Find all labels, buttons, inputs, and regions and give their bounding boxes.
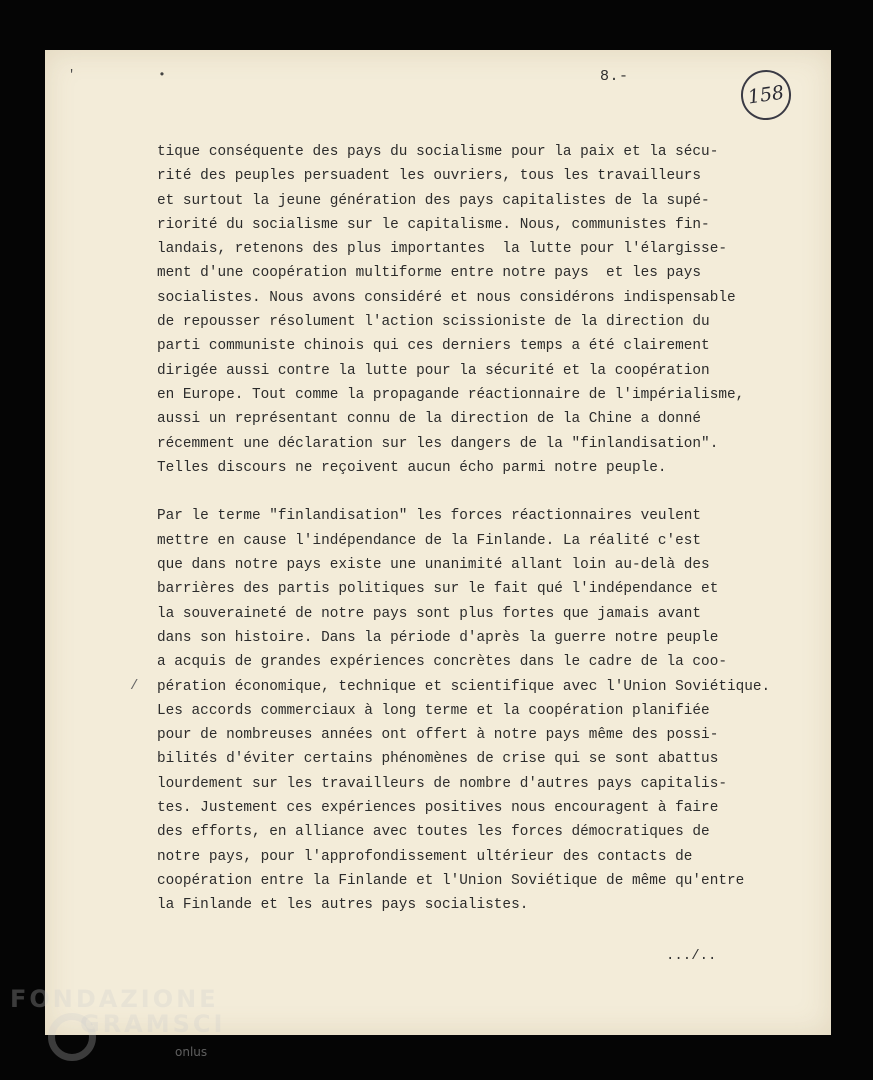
text-line: a acquis de grandes expériences concrètes dans le cadre de la coo-: [157, 654, 727, 671]
text-line: récemment une déclaration sur les dangers de la "finlandisation".: [157, 435, 719, 452]
text-line: aussi un représentant connu de la direction de la Chine a donné: [157, 411, 702, 428]
margin-mark: /: [130, 678, 139, 694]
fondazione-gramsci-watermark: [10, 985, 240, 1080]
archive-stamp: 158: [738, 67, 794, 123]
text-line: pour de nombreuses années ont offert à notre pays même des possi-: [157, 727, 719, 744]
continuation-mark: .../..: [666, 948, 717, 964]
text-line: la souveraineté de notre pays sont plus fortes que jamais avant: [157, 605, 702, 622]
text-line: Les accords commerciaux à long terme et la coopération planifiée: [157, 702, 710, 719]
watermark-line1: FONDAZIONE: [10, 985, 219, 1013]
text-line: coopération entre la Finlande et l'Union Soviétique de même qu'entre: [157, 872, 745, 889]
text-line: de repousser résolument l'action scissioniste de la direction du: [157, 314, 710, 331]
text-line: la Finlande et les autres pays socialistes.: [157, 897, 529, 914]
text-line: landais, retenons des plus importantes la lutte pour l'élargisse-: [157, 241, 727, 258]
text-line: tique conséquente des pays du socialisme pour la paix et la sécu-: [157, 144, 719, 160]
text-line: riorité du socialisme sur le capitalisme. Nous, communistes fin-: [157, 216, 710, 233]
text-line: et surtout la jeune génération des pays capitalistes de la supé-: [157, 192, 710, 209]
text-line: mettre en cause l'indépendance de la Finlande. La réalité c'est: [157, 532, 702, 549]
text-line: barrières des partis politiques sur le fait qué l'indépendance et: [157, 581, 719, 598]
text-line: Telles discours ne reçoivent aucun écho parmi notre peuple.: [157, 459, 667, 476]
paragraph-2: [157, 504, 797, 917]
text-line: dans son histoire. Dans la période d'après la guerre notre peuple: [157, 629, 719, 646]
text-line: rité des peuples persuadent les ouvriers, tous les travailleurs: [157, 168, 702, 185]
page-number: 8.-: [600, 68, 629, 85]
text-line: lourdement sur les travailleurs de nombre d'autres pays capitalis-: [157, 775, 727, 792]
text-line: notre pays, pour l'approfondissement ultérieur des contacts de: [157, 848, 693, 865]
watermark-line3: onlus: [175, 1045, 208, 1059]
text-line: parti communiste chinois qui ces derniers temps a été clairement: [157, 338, 710, 355]
text-line: Par le terme "finlandisation" les forces réactionnaires veulent: [157, 508, 702, 525]
text-line: dirigée aussi contre la lutte pour la sécurité et la coopération: [157, 362, 710, 379]
watermark-line2: GRAMSCI: [80, 1010, 226, 1038]
paragraph-1: [157, 140, 797, 480]
text-line: bilités d'éviter certains phénomènes de crise qui se sont abattus: [157, 751, 719, 768]
text-line: que dans notre pays existe une unanimité allant loin au-delà des: [157, 557, 710, 574]
text-line: socialistes. Nous avons considéré et nous considérons indispensable: [157, 289, 736, 306]
text-line: tes. Justement ces expériences positives nous encouragent à faire: [157, 800, 719, 817]
paragraph-gap: [157, 480, 797, 504]
body-text: [157, 140, 797, 918]
text-line: en Europe. Tout comme la propagande réactionnaire de l'impérialisme,: [157, 386, 745, 403]
text-line: ment d'une coopération multiforme entre notre pays et les pays: [157, 265, 702, 282]
text-line: pération économique, technique et scientifique avec l'Union Soviétique.: [157, 678, 771, 695]
top-marks: ' •: [68, 68, 204, 82]
text-line: des efforts, en alliance avec toutes les forces démocratiques de: [157, 824, 710, 841]
